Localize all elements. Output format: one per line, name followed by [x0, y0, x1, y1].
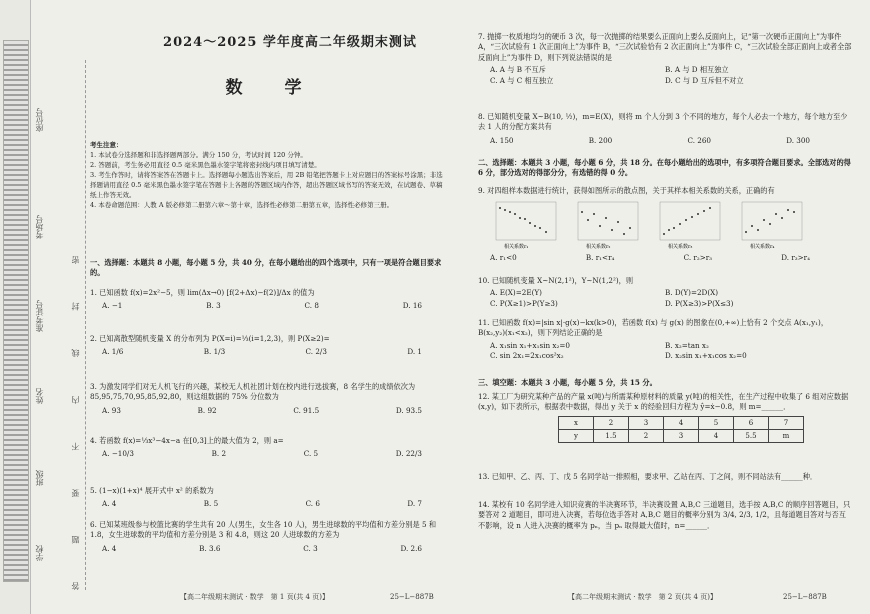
option-d: D. 1 — [407, 347, 422, 357]
id-label: 准考证号 — [35, 300, 44, 332]
note-2: 2. 答题前，考生务必用直径 0.5 毫米黑色墨水签字笔将密封线内项目填写清楚。 — [90, 161, 321, 170]
footer-page-1: 【高二年级期末测试 · 数学 第 1 页(共 4 页)】 — [180, 593, 329, 601]
question-9 — [478, 186, 853, 264]
section-3-heading: 三、填空题：本题共 3 小题，每小题 5 分，共 15 分。 — [478, 378, 657, 387]
option-c: C. 2/3 — [305, 347, 327, 357]
question-6 — [90, 520, 450, 554]
option-a: A. 150 — [490, 135, 514, 145]
question-stem: 4. 若函数 f(x)=⅓x³−4x−a 在[0,3]上的最大值为 2，则 a= — [90, 436, 284, 445]
question-4 — [90, 436, 450, 460]
question-5 — [90, 486, 450, 510]
option-a: A. 4 — [102, 499, 117, 509]
question-stem: 8. 已知随机变量 X~B(10, ½)，m=E(X)，则将 m 个人分到 3 个不同的地方，每个人必去一个地方，每个地方至少去 1 人的分配方案共有 — [478, 112, 848, 132]
question-7 — [478, 32, 853, 86]
option-a: A. −1 — [102, 301, 123, 311]
option-a: A. x₁sin x₁+x₁sin x₂=0 — [490, 340, 570, 350]
option-c: C. r₂>r₃ — [683, 253, 713, 263]
binding-spine — [0, 0, 31, 614]
seal-line — [85, 60, 86, 590]
page-left — [90, 0, 455, 614]
section-2-heading: 二、选择题：本题共 3 小题，每小题 6 分，共 18 分。在每小题给出的选项中，有多项符合题目要求。全部选对的得 6 分，部分选对的得部分分，有选错的得 0 分。 — [478, 158, 851, 178]
option-b: B. x₂=tan x₂ — [665, 340, 709, 350]
table-row-y: y 1.5 2 3 4 5.5 m — [559, 430, 804, 443]
option-b: B. 5 — [203, 499, 219, 509]
option-d: D. 93.5 — [395, 405, 422, 415]
section-1-heading: 一、选择题：本题共 8 小题，每小题 5 分，共 40 分，在每小题给出的四个选项中，只有一项是符合题目要求的。 — [90, 258, 442, 278]
option-c: C. 5 — [303, 449, 319, 459]
question-12 — [478, 392, 853, 443]
seal-line-text: 答 题 要 不 内 线 封 密 — [71, 238, 80, 590]
question-2 — [90, 334, 450, 358]
option-c: C. sin 2x₁=2x₁cos²x₂ — [490, 351, 564, 361]
option-a: A. 93 — [102, 405, 121, 415]
option-a: A. A 与 B 不互斥 — [490, 65, 546, 75]
option-c: C. 260 — [687, 135, 711, 145]
scatter-plot-r3 — [654, 200, 724, 250]
notes-block — [90, 140, 445, 210]
seat-label: 座位号 — [35, 108, 44, 132]
table-row-x: x 2 3 4 5 6 7 — [559, 416, 804, 429]
option-c: C. 91.5 — [293, 405, 320, 415]
question-stem: 11. 已知函数 f(x)=|sin x|·g(x)−kx(k>0)，若函数 f(x) 与 g(x) 的图象在(0,+∞)上恰有 2 个交点 A(x₁,y₁)，B(x₂,y₂)(x₁<x₂)，则下列结论正确的是 — [478, 318, 829, 338]
option-b: B. r₁<r₄ — [585, 253, 615, 263]
question-3 — [90, 382, 450, 416]
note-4: 4. 本卷命题范围：人教 A 版必修第二册第六章～第十章，选择性必修第二册第五章，选择性必修第三册。 — [90, 201, 394, 210]
question-stem: 7. 抛掷一枚质地均匀的硬币 3 次，每一次抛掷的结果要么正面向上要么反面向上，记“第一次硬币正面向上”为事件 A，“三次试验有 1 次正面向上”为事件 B，“三次试验恰有 2 次正面向上”为事件 C，“三次试验全部正面向上或者全部反面向上”为事件 D，则下列说法错误的是 — [478, 32, 852, 62]
option-b: B. A 与 D 相互独立 — [665, 65, 729, 75]
option-b: B. 1/3 — [203, 347, 226, 357]
notes-title: 考生注意： — [90, 141, 123, 149]
option-c: C. 8 — [304, 301, 319, 311]
scatter-plot-r2 — [572, 200, 642, 250]
page-right — [478, 0, 858, 614]
question-stem: 2. 已知离散型随机变量 X 的分布列为 P(X=i)=⅓(i=1,2,3)，则 P(X≥2)= — [90, 334, 330, 343]
subject-title: 数 学 — [225, 78, 320, 98]
option-a: A. E(X)=2E(Y) — [490, 288, 542, 298]
option-a: A. r₁<0 — [490, 253, 517, 263]
question-1 — [90, 288, 450, 312]
option-c: C. P(X≥1)>P(Y≥3) — [490, 298, 558, 308]
question-stem: 10. 已知随机变量 X~N(2,1²)，Y~N(1,2²)，则 — [478, 276, 634, 285]
option-d: D. 2.6 — [400, 543, 422, 553]
option-b: B. 3 — [206, 301, 221, 311]
question-stem: 12. 某工厂为研究某种产品的产量 x(吨)与所需某种原材料的质量 y(吨)的相关性，在生产过程中收集了 6 组对应数据 (x,y)，如下表所示，根据表中数据，得出 y 关于 x 的经验回归方程为 ŷ=ẋ−0.8，则 m=______． — [478, 392, 849, 412]
school-label: 学校 — [35, 545, 44, 561]
footer-page-2: 【高二年级期末测试 · 数学 第 2 页(共 4 页)】 — [568, 593, 717, 601]
option-d: D. 300 — [786, 135, 810, 145]
binding-pattern — [3, 40, 29, 582]
option-b: B. 200 — [588, 135, 613, 145]
data-table — [558, 416, 804, 443]
scatter-plot-r1 — [490, 200, 560, 250]
option-a: A. −10/3 — [102, 449, 134, 459]
question-10 — [478, 276, 853, 309]
option-d: D. 7 — [407, 499, 422, 509]
option-c: C. 3 — [303, 543, 318, 553]
question-8 — [478, 112, 853, 146]
option-d: D. x₂sin x₁+x₁cos x₂=0 — [665, 351, 747, 361]
option-b: B. D(Y)=2D(X) — [665, 288, 719, 298]
scatter-plot-r4 — [736, 200, 806, 250]
scatter-caption: 相关系数r₁ — [504, 244, 529, 251]
scatter-plots — [478, 200, 853, 250]
footer-code-2: 25−L−887B — [783, 593, 827, 601]
option-d: D. 16 — [402, 301, 422, 311]
question-11 — [478, 318, 853, 362]
name-label: 姓名 — [35, 388, 44, 404]
class-label: 班级 — [35, 470, 44, 486]
room-label: 考场号 — [35, 215, 44, 239]
question-14: 14. 某校有 10 名同学进入知识竞赛的半决赛环节，半决赛设置 A,B,C 三道题目，选手按 A,B,C 的顺序回答题目，只要答对 2 道题目，即可进入决赛，若每位选手答对 A,B,C 题目的概率分别为 3/4, 2/3, 1/2，且每道题目答对与否互不影响，设 n 人进入决赛的概率为 pₙ，当 pₙ 取得最大值时，n=______． — [478, 500, 851, 530]
option-b: B. 92 — [197, 405, 217, 415]
option-a: A. 1/6 — [102, 347, 124, 357]
option-a: A. 4 — [102, 543, 117, 553]
exam-title: 2024～2025 学年度高二年级期末测试 — [163, 35, 417, 50]
option-d: D. P(X≥3)>P(X≤3) — [665, 298, 734, 308]
option-c: C. A 与 C 相互独立 — [490, 75, 554, 85]
note-1: 1. 本试卷分选择题和非选择题两部分。满分 150 分，考试时间 120 分钟。 — [90, 151, 307, 160]
question-13: 13. 已知甲、乙、丙、丁、戊 5 名同学站一排照相，要求甲、乙站在丙、丁之间，则不同站法有______种． — [478, 472, 818, 481]
option-d: D. 22/3 — [395, 449, 422, 459]
question-stem: 1. 已知函数 f(x)=2x²−5，则 lim(Δx→0) [f(2+Δx)−f(2)]/Δx 的值为 — [90, 288, 315, 297]
option-b: B. 3.6 — [199, 543, 221, 553]
scatter-caption: 相关系数r₂ — [586, 244, 611, 251]
option-d: D. r₃>r₄ — [781, 253, 810, 263]
scatter-caption: 相关系数r₄ — [750, 244, 775, 251]
option-b: B. 2 — [211, 449, 227, 459]
option-d: D. C 与 D 互斥但不对立 — [665, 75, 744, 85]
question-stem: 5. (1−x)(1+x)⁴ 展开式中 x² 的系数为 — [90, 486, 214, 495]
question-stem: 9. 对四组样本数据进行统计，获得如图所示的散点图，关于其样本相关系数的关系，正确的有 — [478, 186, 775, 195]
option-c: C. 6 — [305, 499, 320, 509]
note-3: 3. 考生作答时，请将答案答在答题卡上。选择题每小题选出答案后，用 2B 铅笔把答题卡上对应题目的答案标号涂黑；非选择题请用直径 0.5 毫米黑色墨水签字笔在答题卡上各题的答题区域内作答，超出答题区域书写的答案无效，在试题卷、草稿纸上作答无效。 — [90, 171, 443, 200]
scatter-caption: 相关系数r₃ — [668, 244, 693, 251]
footer-code-1: 25−L−887B — [390, 593, 434, 601]
question-stem: 6. 已知某班级参与校篮比赛的学生共有 20 人(男生，女生各 10 人)，男生进球数的平均值和方差分别是 5 和 1.8，女生进球数的平均值和方差分别是 3 和 4.8，则这 20 人进球数的方差为 — [90, 520, 437, 540]
question-stem: 3. 为激发同学们对无人机飞行的兴趣，某校无人机社团计划在校内进行选拔赛，8 名学生的成绩依次为 85,95,75,70,95,85,92,80，则这组数据的 75% 分位数为 — [90, 382, 416, 402]
